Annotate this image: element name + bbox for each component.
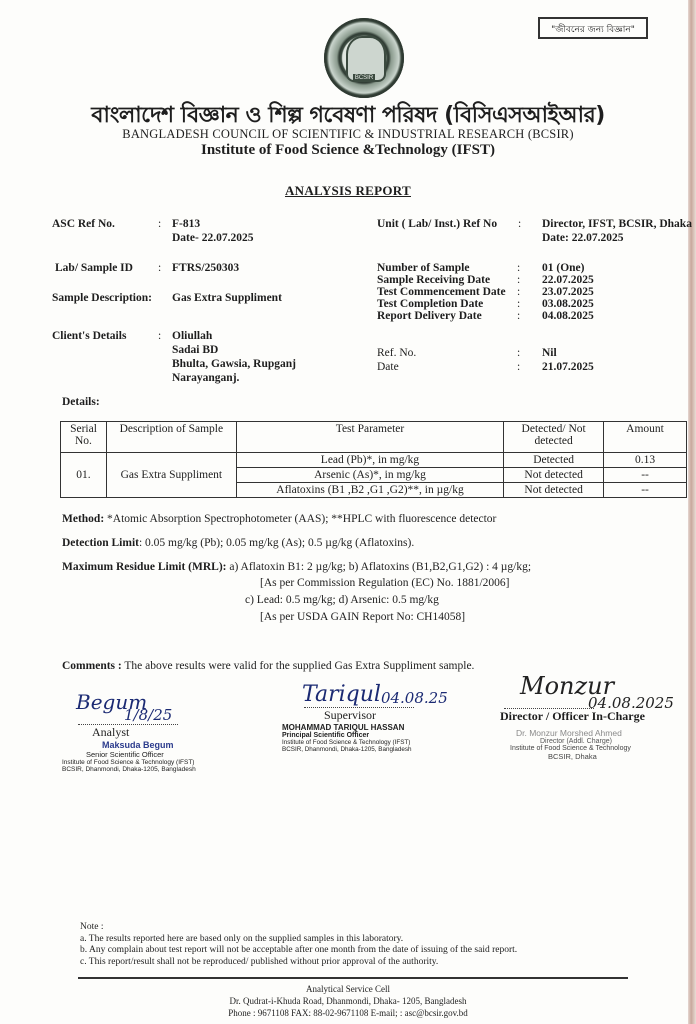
detection-limit-text: : 0.05 mg/kg (Pb); 0.05 mg/kg (As); 0.5 µg/kg (Aflatoxins).	[138, 537, 415, 549]
unit-ref-label: Unit ( Lab/ Inst.) Ref No	[377, 218, 498, 230]
col-detected: Detected/ Not detected	[504, 422, 604, 453]
sample-description-value: Gas Extra Suppliment	[172, 292, 282, 304]
info-row	[377, 298, 594, 310]
info-label: Test Completion Date	[377, 298, 484, 310]
mrl-line2: [As per Commission Regulation (EC) No. 1881/2006]	[260, 577, 510, 589]
analyst-address: BCSIR, Dhanmondi, Dhaka-1205, Bangladesh	[62, 766, 196, 773]
comments-line	[62, 660, 474, 673]
detected-cell: Detected	[504, 453, 604, 468]
sample-description-label: Sample Description:	[52, 292, 152, 304]
analyst-signature-block	[62, 690, 232, 773]
detection-limit-label: Detection Limit	[62, 537, 139, 549]
info-row	[377, 361, 594, 375]
mrl-line3: c) Lead: 0.5 mg/kg; d) Arsenic: 0.5 mg/kg	[245, 594, 439, 606]
note-item: c. This report/result shall not be reproduced/ published without prior approval of the authority.	[80, 956, 439, 967]
director-address: BCSIR, Dhaka	[548, 752, 597, 761]
client-company: Sadai BD	[172, 344, 219, 356]
footer-contact: Phone : 9671108 FAX: 88-02-9671108 E-mail; :	[228, 1008, 403, 1018]
colon: :	[158, 218, 162, 230]
supervisor-signature-row	[282, 682, 462, 707]
supervisor-sig-date: 04.08.25	[380, 689, 448, 707]
supervisor-name: MOHAMMAD TARIQUL HASSAN	[282, 723, 405, 732]
director-name: Dr. Monzur Morshed Ahmed	[516, 728, 622, 738]
mrl-line1: a) Aflatoxin B1: 2 µg/kg; b) Aflatoxins (B1,B2,G1,G2) : 4 µg/kg;	[229, 561, 532, 573]
director-role: Director / Officer In-Charge	[500, 709, 645, 723]
parameter-cell: Lead (Pb)*, in mg/kg	[236, 453, 503, 468]
info-label: Sample Receiving Date	[377, 274, 491, 286]
footer-divider	[78, 977, 628, 979]
footer-cell: Analytical Service Cell	[306, 984, 390, 994]
col-test-parameter: Test Parameter	[236, 422, 503, 453]
amount-cell: 0.13	[604, 453, 687, 468]
analyst-name: Maksuda Begum	[102, 740, 174, 750]
supervisor-signature: Tariqul	[302, 682, 381, 707]
bangla-org-title: বাংলাদেশ বিজ্ঞান ও শিল্প গবেষণা পরিষদ (বিসিএসআইআর)	[91, 103, 605, 128]
method-label: Method:	[62, 513, 105, 525]
info-label: Test Commencement Date	[377, 286, 506, 298]
col-serial: Serial No.	[61, 422, 107, 453]
footer-address: Dr. Qudrat-i-Khuda Road, Dhanmondi, Dhaka- 1205, Bangladesh	[229, 996, 467, 1006]
lab-id-value: FTRS/250303	[172, 262, 240, 274]
supervisor-org: Institute of Food Science & Technology (IFST)	[282, 739, 411, 746]
client-address: Bhulta, Gawsia, Rupganj	[172, 358, 296, 370]
info-value: 23.07.2025	[542, 286, 594, 298]
info-label: Report Delivery Date	[377, 310, 482, 322]
parameter-cell: Arsenic (As)*, in mg/kg	[236, 468, 503, 483]
mrl-label: Maximum Residue Limit (MRL):	[62, 561, 227, 573]
method-line	[62, 513, 496, 526]
detection-limit-line	[62, 537, 414, 550]
colon: :	[517, 347, 521, 359]
notes	[80, 922, 517, 968]
info-value: 04.08.2025	[542, 310, 594, 322]
institute-name: Institute of Food Science &Technology (IFST)	[200, 142, 496, 158]
colon: :	[158, 330, 162, 342]
footer	[0, 983, 696, 1019]
analyst-signature: Begum	[76, 690, 148, 714]
serial-cell: 01.	[61, 453, 107, 498]
sample-dates-block	[377, 262, 594, 322]
client-name: Oliullah	[172, 330, 213, 342]
info-row	[377, 274, 594, 286]
unit-ref-date: Date: 22.07.2025	[542, 232, 624, 244]
client-details-label: Client's Details	[52, 330, 127, 342]
method-text: *Atomic Absorption Spectrophotometer (AAS); **HPLC with fluorescence detector	[107, 513, 497, 525]
client-district: Narayanganj.	[172, 372, 240, 384]
analyst-role: Analyst	[92, 725, 130, 739]
asc-ref-value: F-813	[172, 218, 201, 230]
supervisor-role: Supervisor	[324, 708, 376, 722]
analyst-title: Senior Scientific Officer	[86, 750, 164, 759]
supervisor-address: BCSIR, Dhanmondi, Dhaka-1205, Bangladesh	[282, 746, 412, 753]
comments-label: Comments :	[62, 660, 122, 672]
date-value: 21.07.2025	[542, 361, 594, 373]
asc-ref-date: Date- 22.07.2025	[172, 232, 254, 244]
results-table	[60, 421, 687, 498]
analyst-org: Institute of Food Science & Technology (IFST)	[62, 759, 195, 766]
comments-text: The above results were valid for the supplied Gas Extra Suppliment sample.	[124, 660, 475, 672]
motto-box: "জীবনের জন্য বিজ্ঞান"	[538, 17, 648, 39]
colon: :	[158, 262, 162, 274]
note-item: a. The results reported here are based only on the supplied samples in this laboratory.	[80, 933, 404, 944]
info-value: 03.08.2025	[542, 298, 594, 310]
note-item: b. Any complain about test report will not be acceptable after one month from the date of issuing of the said report.	[80, 945, 518, 955]
info-row	[377, 310, 594, 322]
amount-cell: --	[604, 483, 687, 498]
bcsir-logo	[324, 18, 404, 98]
info-row	[377, 262, 594, 274]
colon: :	[517, 298, 521, 310]
mrl-line	[62, 561, 531, 574]
amount-cell: --	[604, 468, 687, 483]
ref-no-label: Ref. No.	[377, 347, 417, 359]
director-signature-block	[500, 672, 696, 761]
notes-heading: Note :	[80, 922, 104, 932]
colon: :	[517, 274, 521, 286]
lab-id-label: Lab/ Sample ID	[55, 262, 133, 274]
colon: :	[518, 218, 522, 230]
table-header-row	[61, 422, 687, 453]
detected-cell: Not detected	[504, 483, 604, 498]
colon: :	[517, 286, 521, 298]
director-signature: Monzur	[520, 672, 615, 700]
org-name: BANGLADESH COUNCIL OF SCIENTIFIC & INDUSTRIAL RESEARCH (BCSIR)	[122, 127, 574, 141]
asc-ref-label: ASC Ref No.	[52, 218, 115, 230]
colon: :	[517, 262, 521, 274]
supervisor-signature-block	[282, 682, 462, 753]
parameter-cell: Aflatoxins (B1 ,B2 ,G1 ,G2)**, in µg/kg	[236, 483, 503, 498]
mrl-line4: [As per USDA GAIN Report No: CH14058]	[260, 611, 466, 623]
ref-block	[377, 347, 594, 375]
details-heading: Details:	[62, 396, 100, 408]
director-sig-date: 04.08.2025	[588, 694, 674, 712]
col-description: Description of Sample	[106, 422, 236, 453]
unit-ref-value: Director, IFST, BCSIR, Dhaka	[542, 218, 692, 230]
colon: :	[517, 310, 521, 322]
analyst-sig-date: 1/8/25	[124, 706, 173, 724]
report-title: ANALYSIS REPORT	[284, 183, 411, 198]
detected-cell: Not detected	[504, 468, 604, 483]
info-value: 22.07.2025	[542, 274, 594, 286]
ref-no-value: Nil	[542, 347, 557, 359]
logo-text: BCSIR	[354, 75, 374, 81]
col-amount: Amount	[604, 422, 687, 453]
description-cell: Gas Extra Suppliment	[106, 453, 236, 498]
footer-contact-line	[0, 1007, 696, 1019]
supervisor-title: Principal Scientific Officer	[282, 732, 370, 739]
footer-email-link[interactable]: asc@bcsir.gov.bd	[404, 1008, 468, 1018]
table-row	[61, 453, 687, 468]
director-org: Institute of Food Science & Technology	[510, 745, 631, 752]
info-row	[377, 347, 594, 361]
info-value: 01 (One)	[542, 262, 585, 274]
date-label: Date	[377, 361, 399, 373]
director-title: Director (Addl. Charge)	[540, 738, 612, 745]
client-details	[172, 329, 296, 385]
colon: :	[517, 361, 521, 373]
info-row	[377, 286, 594, 298]
info-label: Number of Sample	[377, 262, 470, 274]
